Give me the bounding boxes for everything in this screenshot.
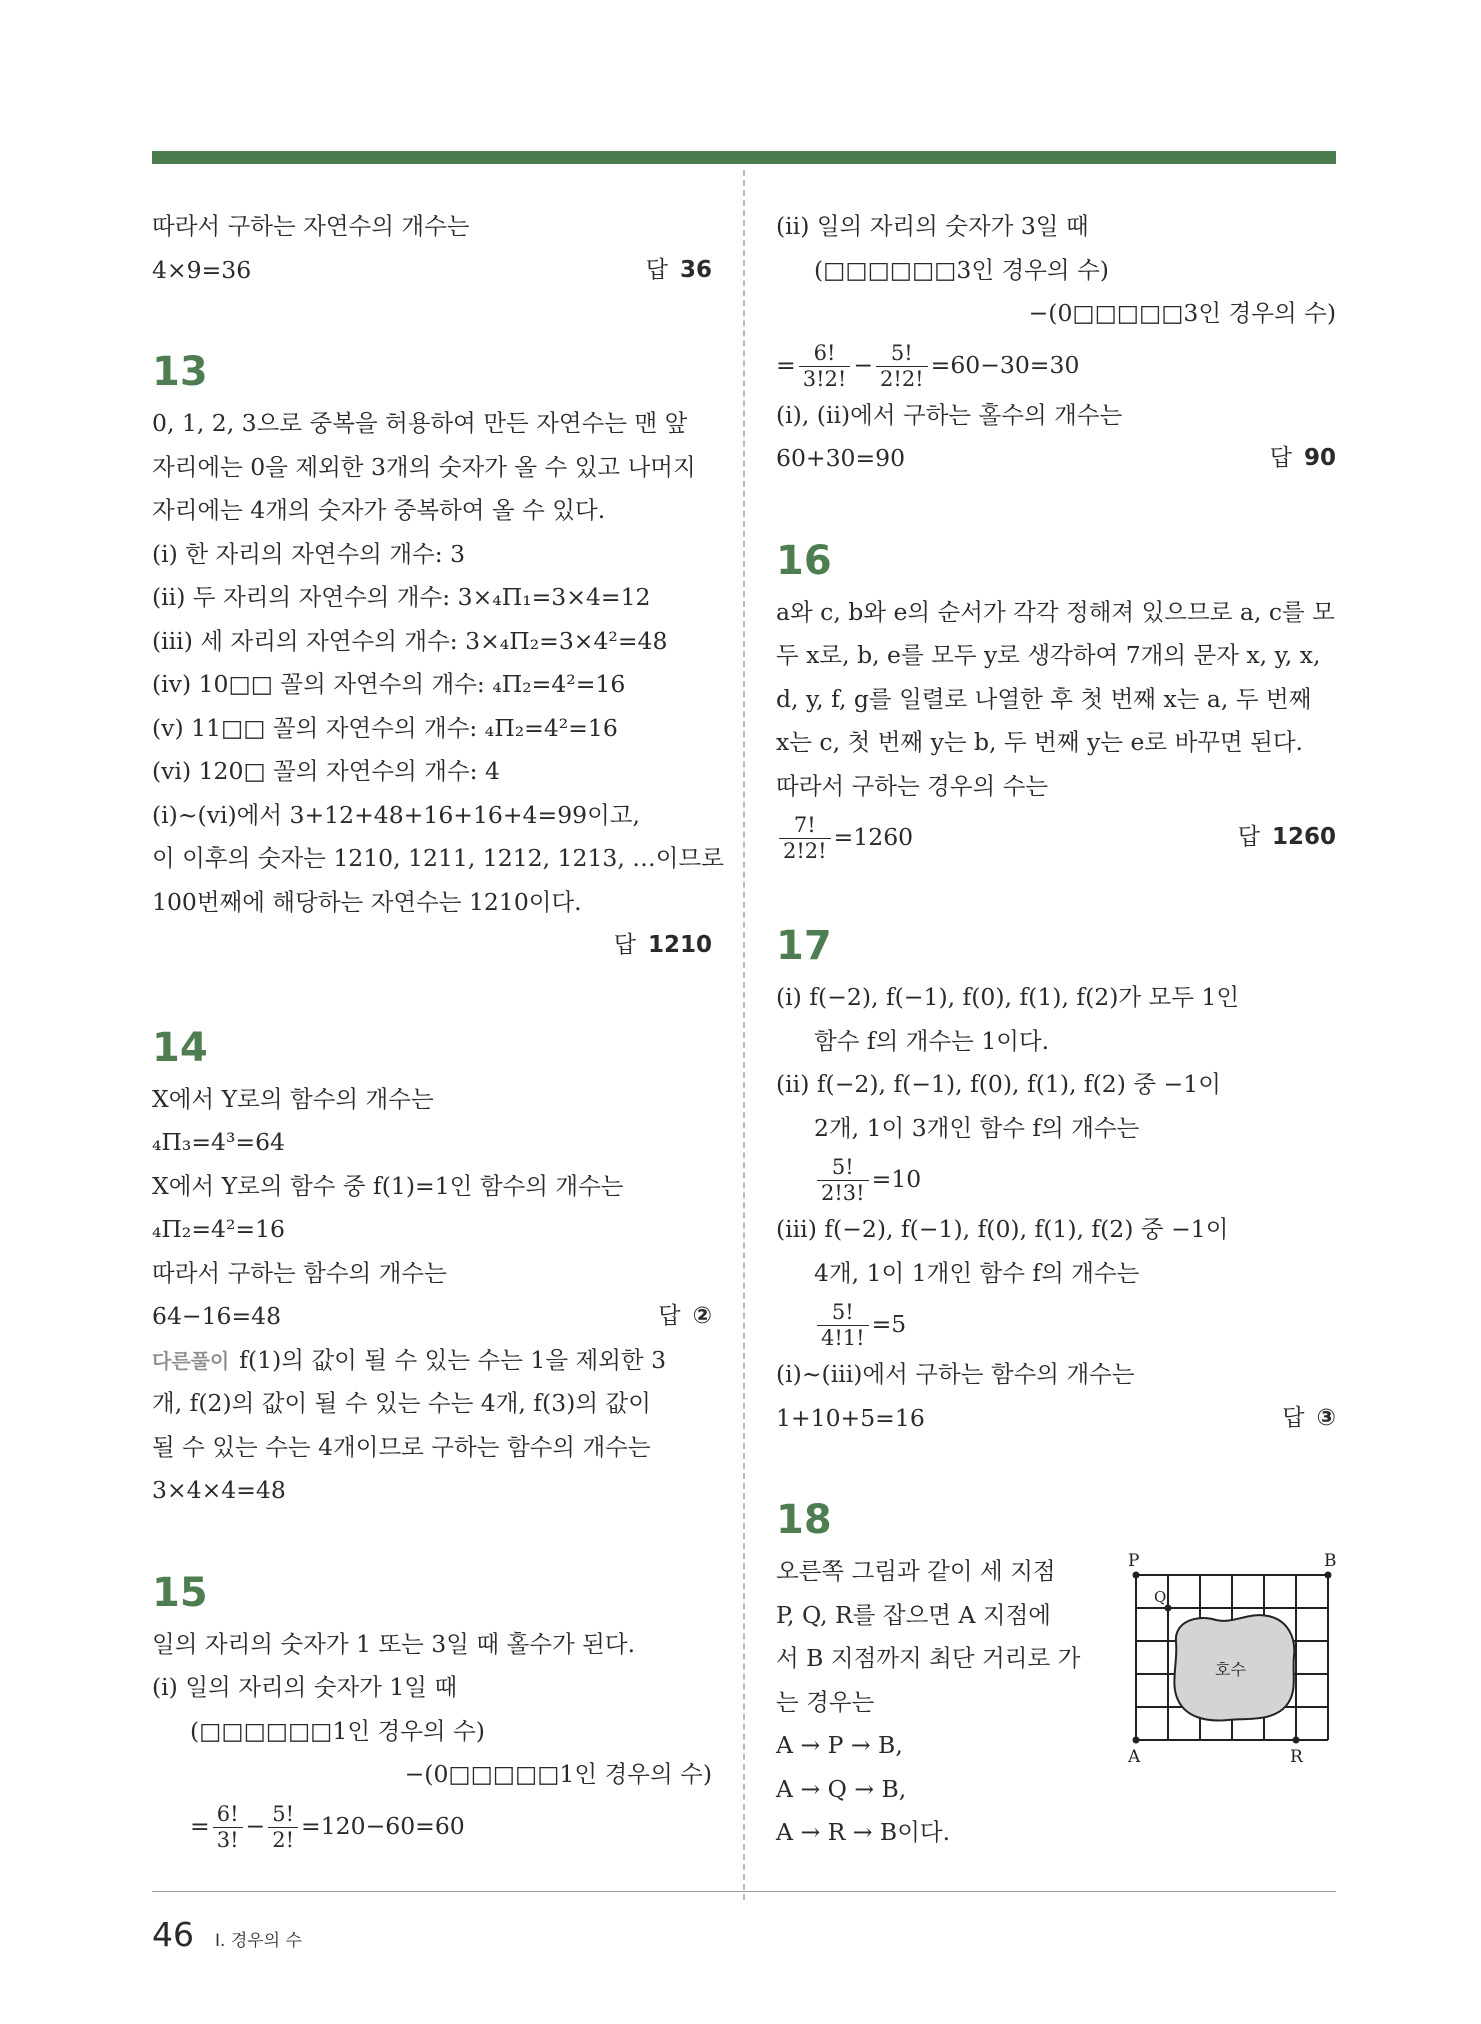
chapter-title: Ⅰ. 경우의 수 bbox=[215, 1931, 302, 1951]
point-r bbox=[1293, 1737, 1300, 1744]
text-line: X에서 Y로의 함수 중 f(1)=1인 함수의 개수는 bbox=[152, 1171, 624, 1200]
fraction: $\frac{6!}{3!2!}$ bbox=[799, 341, 851, 392]
fraction: $\frac{5!}{2!3!}$ bbox=[817, 1155, 869, 1206]
text-line: 0, 1, 2, 3으로 중복을 허용하여 만든 자연수는 맨 앞 bbox=[152, 409, 688, 437]
point-a bbox=[1133, 1737, 1140, 1744]
question-number-17: 17 bbox=[776, 923, 832, 969]
label-lake: 호수 bbox=[1215, 1660, 1246, 1679]
text-line: ₄Π₂=4²=16 bbox=[152, 1215, 285, 1243]
text-line: (□□□□□□1인 경우의 수) bbox=[190, 1716, 485, 1745]
text-line: 함수 f의 개수는 1이다. bbox=[814, 1026, 1050, 1055]
text-line: 100번째에 해당하는 자연수는 1210이다. bbox=[152, 887, 582, 916]
text-line: (ⅱ) 일의 자리의 숫자가 3일 때 bbox=[776, 212, 1089, 240]
text-line: 두 x로, b, e를 모두 y로 생각하여 7개의 문자 x, y, x, bbox=[776, 641, 1321, 669]
text-line: (□□□□□□3인 경우의 수) bbox=[814, 255, 1109, 284]
formula-line: = $\frac{6!}{3!}$ − $\frac{5!}{2!}$ =120−60=60 bbox=[190, 1801, 465, 1852]
footer-rule bbox=[152, 1891, 1336, 1892]
question-number-18: 18 bbox=[776, 1497, 832, 1543]
question-number-13: 13 bbox=[152, 349, 208, 395]
text-line: ₄Π₃=4³=64 bbox=[152, 1128, 285, 1156]
column-divider bbox=[743, 170, 745, 1900]
label-p: P bbox=[1128, 1551, 1140, 1571]
q18-body bbox=[776, 1550, 1336, 1855]
label-a: A bbox=[1128, 1747, 1141, 1767]
text-line: 4×9=36 bbox=[152, 255, 252, 284]
text-line: 1+10+5=16 bbox=[776, 1403, 925, 1432]
text-line: (ⅰ) 한 자리의 자연수의 개수: 3 bbox=[152, 539, 466, 568]
fraction: $\frac{5!}{2!}$ bbox=[268, 1802, 298, 1853]
text-line: A → Q → B, bbox=[776, 1774, 907, 1803]
text-line: 3×4×4=48 bbox=[152, 1476, 286, 1504]
text-line: 이 이후의 숫자는 1210, 1211, 1212, 1213, …이므로 bbox=[152, 844, 724, 872]
grid-lake-diagram bbox=[1116, 1550, 1346, 1780]
text-line: 60+30=90 bbox=[776, 444, 906, 472]
text-line: 는 경우는 bbox=[776, 1687, 875, 1716]
page-number: 46 bbox=[152, 1915, 194, 1954]
fraction: $\frac{5!}{2!2!}$ bbox=[876, 341, 928, 392]
text-line: (ⅰ), (ⅱ)에서 구하는 홀수의 개수는 bbox=[776, 400, 1123, 429]
text-line: a와 c, b와 e의 순서가 각각 정해져 있으므로 a, c를 모 bbox=[776, 597, 1335, 626]
text-line: 서 B 지점까지 최단 거리로 가 bbox=[776, 1644, 1081, 1672]
text-line: f(1)의 값이 될 수 있는 수는 1을 제외한 3 bbox=[239, 1345, 667, 1374]
text-line: (ⅰ) 일의 자리의 숫자가 1일 때 bbox=[152, 1673, 458, 1701]
left-column bbox=[152, 205, 724, 1855]
text-line: (ⅲ) f(−2), f(−1), f(0), f(1), f(2) 중 −1이 bbox=[776, 1215, 1229, 1243]
alt-solution-label: 다른풀이 bbox=[152, 1348, 230, 1373]
text-line: A → R → B이다. bbox=[776, 1818, 951, 1846]
text-line: d, y, f, g를 일렬로 나열한 후 첫 번째 x는 a, 두 번째 bbox=[776, 684, 1312, 713]
text-line: 4개, 1이 1개인 함수 f의 개수는 bbox=[814, 1258, 1140, 1287]
text-line: 오른쪽 그림과 같이 세 지점 bbox=[776, 1557, 1056, 1585]
text-line: X에서 Y로의 함수의 개수는 bbox=[152, 1084, 434, 1113]
text-line: 될 수 있는 수는 4개이므로 구하는 함수의 개수는 bbox=[152, 1432, 651, 1461]
text-line: 일의 자리의 숫자가 1 또는 3일 때 홀수가 된다. bbox=[152, 1629, 636, 1658]
answer: 답 ③ bbox=[1282, 1404, 1336, 1431]
text-line: 2개, 1이 3개인 함수 f의 개수는 bbox=[814, 1113, 1140, 1142]
question-number-16: 16 bbox=[776, 537, 832, 584]
label-b: B bbox=[1324, 1551, 1337, 1571]
point-p bbox=[1133, 1572, 1140, 1579]
formula-line: $\frac{5!}{2!3!}$ =10 bbox=[776, 1150, 1336, 1208]
formula-line: $\frac{7!}{2!2!}$ =1260 답 1260 bbox=[776, 808, 1336, 866]
label-q: Q bbox=[1154, 1588, 1167, 1606]
text-line: 64−16=48 bbox=[152, 1302, 282, 1330]
text-line: 자리에는 4개의 숫자가 중복하여 올 수 있다. bbox=[152, 496, 606, 524]
question-number-14: 14 bbox=[152, 1024, 208, 1071]
top-accent-bar bbox=[152, 151, 1336, 164]
text-line: (ⅲ) 세 자리의 자연수의 개수: 3×₄Π₂=3×4²=48 bbox=[152, 626, 668, 655]
text-line: P, Q, R를 잡으면 A 지점에 bbox=[776, 1600, 1052, 1629]
text-line: 따라서 구하는 함수의 개수는 bbox=[152, 1258, 447, 1287]
fraction: $\frac{7!}{2!2!}$ bbox=[779, 813, 831, 864]
text-line: (ⅰ) f(−2), f(−1), f(0), f(1), f(2)가 모두 1인 bbox=[776, 983, 1240, 1011]
text-line: x는 c, 첫 번째 y는 b, 두 번째 y는 e로 바꾸면 된다. bbox=[776, 728, 1304, 756]
answer: 답 90 bbox=[1269, 445, 1336, 471]
text-line: (ⅴ) 11□□ 꼴의 자연수의 개수: ₄Π₂=4²=16 bbox=[152, 713, 618, 742]
answer: 답 1260 bbox=[1237, 824, 1336, 850]
fraction: $\frac{5!}{4!1!}$ bbox=[817, 1300, 869, 1351]
right-column bbox=[776, 205, 1336, 1855]
text-line: (ⅰ)~(ⅵ)에서 3+12+48+16+16+4=99이고, bbox=[152, 800, 640, 829]
text-line: (ⅰ)~(ⅲ)에서 구하는 함수의 개수는 bbox=[776, 1360, 1135, 1388]
text-line: 따라서 구하는 자연수의 개수는 bbox=[152, 212, 470, 240]
fraction: $\frac{6!}{3!}$ bbox=[213, 1802, 243, 1853]
text-line: A → P → B, bbox=[776, 1731, 903, 1759]
answer: 답 36 bbox=[645, 256, 712, 283]
text-line: −(0□□□□□1인 경우의 수) bbox=[404, 1760, 712, 1788]
formula-line: = $\frac{6!}{3!2!}$ − $\frac{5!}{2!2!}$ =60−30=30 bbox=[776, 340, 1080, 391]
formula-line: $\frac{5!}{4!1!}$ =5 bbox=[776, 1295, 1336, 1353]
text-line: (ⅵ) 120□ 꼴의 자연수의 개수: 4 bbox=[152, 757, 501, 785]
answer: 답 ② bbox=[658, 1303, 712, 1329]
text-line: (ⅱ) 두 자리의 자연수의 개수: 3×₄Π₁=3×4=12 bbox=[152, 583, 651, 611]
text-line: 따라서 구하는 경우의 수는 bbox=[776, 771, 1049, 800]
question-number-15: 15 bbox=[152, 1569, 208, 1616]
label-r: R bbox=[1290, 1747, 1303, 1767]
point-b bbox=[1325, 1572, 1332, 1579]
text-line: (ⅱ) f(−2), f(−1), f(0), f(1), f(2) 중 −1이 bbox=[776, 1070, 1221, 1098]
text-line: −(0□□□□□3인 경우의 수) bbox=[1028, 299, 1336, 327]
text-line: (ⅳ) 10□□ 꼴의 자연수의 개수: ₄Π₂=4²=16 bbox=[152, 670, 626, 698]
text-line: 자리에는 0을 제외한 3개의 숫자가 올 수 있고 나머지 bbox=[152, 452, 696, 481]
text-line: 개, f(2)의 값이 될 수 있는 수는 4개, f(3)의 값이 bbox=[152, 1389, 651, 1417]
answer: 답 1210 bbox=[613, 932, 712, 958]
